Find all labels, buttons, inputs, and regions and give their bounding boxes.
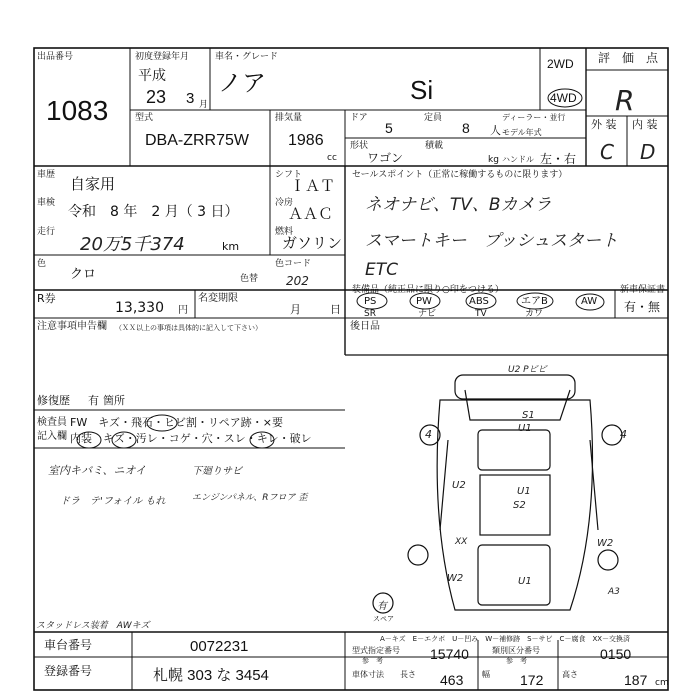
length: 463 — [440, 672, 464, 688]
doors: 5 — [385, 120, 393, 136]
ref-label-2: 参 考 — [506, 657, 527, 665]
exterior-score: C — [600, 140, 614, 164]
displacement-label: 排気量 — [275, 113, 303, 123]
shape: ワゴン — [367, 151, 404, 165]
tax-amount: 13,330 — [115, 300, 164, 316]
mark-s1: S1 — [522, 410, 535, 421]
equip-leather: カワ — [525, 309, 544, 319]
mark-w2-right: W2 — [597, 538, 614, 549]
mark-xx: XX — [455, 537, 468, 547]
size-label: 車体寸法 — [352, 670, 384, 679]
handle: 左・右 — [540, 152, 577, 166]
inspection-date: 令和 8 年 2 月（ 3 日） — [68, 204, 239, 220]
sales-point-1: ネオナビ、TV、Bカメラ — [365, 195, 552, 215]
handnote-1: 室内キバミ、ニオイ — [48, 464, 147, 477]
handle-label: ハンドル — [502, 155, 534, 164]
equip-pw: PW — [416, 296, 432, 307]
handnote-3: ドラ テ'フォイル もれ — [60, 496, 166, 507]
rear-items-label: 後日品 — [350, 321, 380, 332]
lot-label: 出品番号 — [37, 52, 74, 62]
mark-w2-rear: W2 — [447, 573, 464, 584]
day-unit: 日 — [330, 303, 341, 316]
lot-number: 1083 — [46, 95, 109, 126]
ref-label-1: 参 考 — [362, 657, 383, 665]
ac: ＡＡＣ — [288, 205, 334, 223]
load-label: 積載 — [425, 141, 444, 151]
notes-label: 注意事項申告欄 — [37, 321, 107, 332]
plate-number: 札幌 303 な 3454 — [153, 667, 269, 684]
mark-u1-mid: U1 — [517, 486, 531, 497]
mark-roof: U2 Pビビ — [508, 365, 547, 375]
mark-u1-top: U1 — [518, 423, 532, 434]
cm-unit: cm — [655, 678, 669, 688]
repair-value: 有 — [88, 394, 99, 407]
handnote-5: スタッドレス装着 AWキズ — [36, 621, 150, 631]
repair-label: 修復歴 — [37, 394, 70, 407]
damage-legend: A－キズ E－エクボ U－凹み W－補修跡 S－サビ C－腐食 XX－交換済 — [380, 635, 631, 643]
width: 172 — [520, 672, 544, 688]
warranty: 有・無 — [624, 300, 661, 314]
reg-month: 3 — [186, 90, 195, 107]
color-code-label: 色コード — [275, 259, 312, 269]
class-number: 0150 — [600, 646, 632, 662]
inspection-row-2: 内装 キズ・汚レ・コゲ・穴・スレ・キレ・破レ — [70, 432, 312, 445]
equipment-label: 装備品（純正品に限り○印をつける） — [352, 285, 504, 295]
handnote-4: エンジンパネル、Rフロア 歪 — [192, 493, 308, 503]
car-name: ノア — [218, 69, 266, 97]
score-label: 評 価 点 — [598, 51, 659, 65]
displacement: 1986 — [288, 132, 324, 149]
shift: ＩＡＴ — [290, 177, 336, 195]
model-year-label: モデル年式 — [502, 128, 542, 137]
equip-aw: AW — [581, 296, 598, 307]
repair-location: 箇所 — [103, 394, 125, 407]
seats-label: 定員 — [424, 113, 443, 123]
height: 187 — [624, 672, 648, 688]
seats: 8 — [462, 120, 470, 136]
sales-point-2: スマートキー プッシュスタート — [365, 231, 619, 251]
exterior-label: 外 装 — [591, 118, 617, 131]
inspection-label: 車検 — [37, 198, 56, 208]
chassis-label: 車台番号 — [44, 638, 93, 652]
mileage-label: 走行 — [37, 227, 56, 237]
overall-score: R — [615, 84, 635, 117]
mark-spare: 有 — [377, 601, 387, 612]
mark-tire-fl: 4 — [425, 428, 432, 441]
shift-label: シフト — [275, 170, 303, 180]
mark-u1-rear: U1 — [518, 576, 532, 587]
kg-unit: kg — [488, 155, 499, 165]
mark-a3: A3 — [608, 587, 620, 597]
mark-tire-fr: 4 — [620, 428, 627, 441]
mark-s2: S2 — [513, 500, 526, 511]
handnote-2: 下廻りサビ — [192, 466, 242, 477]
spare-label: スペア — [373, 615, 394, 623]
color-label: 色 — [37, 259, 47, 269]
class-label: 類別区分番号 — [492, 646, 540, 655]
equip-ps: PS — [364, 296, 377, 307]
cc-unit: cc — [327, 153, 337, 163]
inspection-row-1: FW キズ・飛石・ヒビ割・リペア跡・×要 — [70, 416, 283, 429]
fuel-label: 燃料 — [275, 227, 294, 237]
mileage: 20万5千374 — [80, 234, 185, 255]
color: クロ — [70, 267, 97, 282]
sales-points-label: セールスポイント（正常に稼働するものに限ります） — [352, 170, 568, 180]
equip-abs: ABS — [469, 296, 489, 307]
inspector-label-2: 記入欄 — [37, 431, 67, 442]
km-unit: km — [222, 240, 240, 253]
drive-2wd: 2WD — [547, 57, 574, 71]
height-label: 高さ — [562, 670, 578, 679]
color-code: 202 — [286, 274, 309, 288]
drive-4wd: 4WD — [550, 91, 577, 105]
ac-label: 冷房 — [275, 198, 294, 208]
warranty-label: 新車保証書 — [620, 285, 666, 295]
era: 平成 — [138, 68, 166, 84]
interior-label: 内 装 — [632, 118, 658, 131]
color-change-label: 色替 — [240, 274, 259, 284]
chassis-number: 0072231 — [190, 638, 249, 655]
month-unit-2: 月 — [290, 303, 301, 316]
doors-label: ドア — [350, 113, 368, 123]
registration-type: 自家用 — [70, 175, 116, 193]
equip-sr: SR — [364, 309, 376, 319]
equip-airbag: エアB — [521, 296, 548, 307]
name-change-label: 名変期限 — [198, 293, 238, 304]
spec-number: 15740 — [430, 646, 469, 662]
car-label: 車名・グレード — [215, 52, 279, 62]
dealer-label: ディーラー・並行 — [502, 113, 566, 122]
month-unit: 月 — [199, 100, 209, 110]
length-label: 長さ — [400, 670, 416, 679]
equip-navi: ナビ — [418, 309, 437, 319]
first-reg-label: 初度登録年月 — [135, 52, 190, 62]
equip-tv: TV — [475, 309, 487, 319]
yen-unit: 円 — [178, 305, 188, 316]
sales-point-3: ETC — [365, 260, 398, 280]
spec-no-label: 型式指定番号 — [352, 646, 400, 655]
mark-u2-left: U2 — [452, 480, 466, 491]
interior-score: D — [640, 140, 656, 164]
reg-year: 23 — [146, 87, 167, 107]
persons-unit: 人 — [490, 124, 501, 137]
model-code: DBA-ZRR75W — [145, 132, 250, 149]
inspector-label-1: 検査員 — [37, 417, 67, 428]
registration-label: 車歴 — [37, 170, 56, 180]
grade: Si — [410, 75, 434, 105]
notes-sub: （ＸＸ以上の事項は具体的に記入して下さい） — [115, 324, 262, 332]
width-label: 幅 — [482, 670, 490, 679]
plate-label: 登録番号 — [44, 664, 93, 678]
tax-label: R券 — [37, 292, 56, 305]
fuel: ガソリン — [282, 234, 343, 252]
model-label: 型式 — [135, 113, 154, 123]
shape-label: 形状 — [350, 141, 369, 151]
car-diagram — [373, 375, 622, 613]
